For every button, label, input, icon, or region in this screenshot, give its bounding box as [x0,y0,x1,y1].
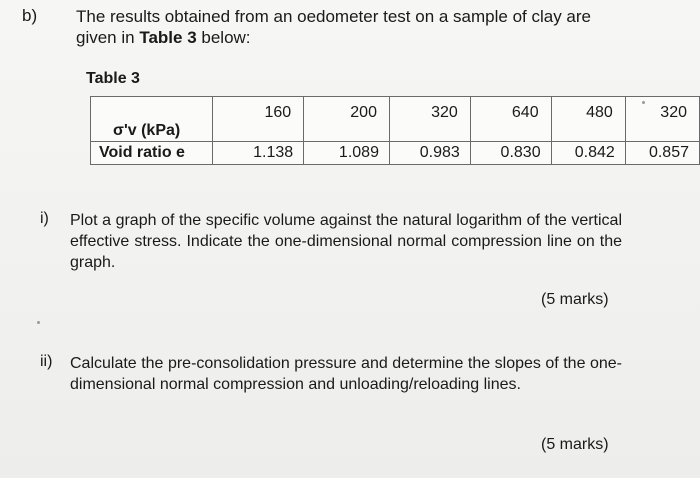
question-i-marks: (5 marks) [541,291,609,308]
part-b-intro [76,6,636,48]
paper-speck [37,321,40,324]
table-row-stress [91,97,700,142]
void-ratio-cell: 0.857 [625,142,699,165]
stress-cell: 640 [470,97,551,142]
question-ii-marks: (5 marks) [541,436,609,453]
table-row-void-ratio [91,142,700,165]
part-b-label: b) [22,6,38,25]
intro-text-before: The results obtained from an oedometer test on a sample of clay are given in [76,7,591,47]
void-ratio-cell: 1.089 [304,142,390,165]
void-ratio-cell: 0.830 [470,142,551,165]
question-i-label: i) [40,210,49,227]
question-ii-text: Calculate the pre-consolidation pressure and determine the slopes of the one-dimensional normal compression and unloading/reloading lines. [70,355,622,393]
question-i-text: Plot a graph of the specific volume against the natural logarithm of the vertical effective stress. Indicate the one-dimensional normal compression line on the graph. [70,212,622,271]
intro-text-after: below: [196,28,251,47]
stress-cell: 320 [389,97,470,142]
intro-table-reference: Table 3 [139,28,197,47]
paper-speck [642,101,645,104]
void-ratio-row-header: Void ratio e [91,142,213,165]
stress-row-header: σ'v (kPa) [91,97,213,142]
oedometer-results-table [90,96,700,165]
stress-cell: 480 [551,97,625,142]
stress-cell: 160 [213,97,304,142]
table-caption: Table 3 [86,70,140,87]
void-ratio-cell: 1.138 [213,142,304,165]
stress-cell: 200 [304,97,390,142]
question-ii-label: ii) [40,353,53,370]
void-ratio-cell: 0.842 [551,142,625,165]
stress-cell: 320 [625,97,699,142]
void-ratio-cell: 0.983 [389,142,470,165]
